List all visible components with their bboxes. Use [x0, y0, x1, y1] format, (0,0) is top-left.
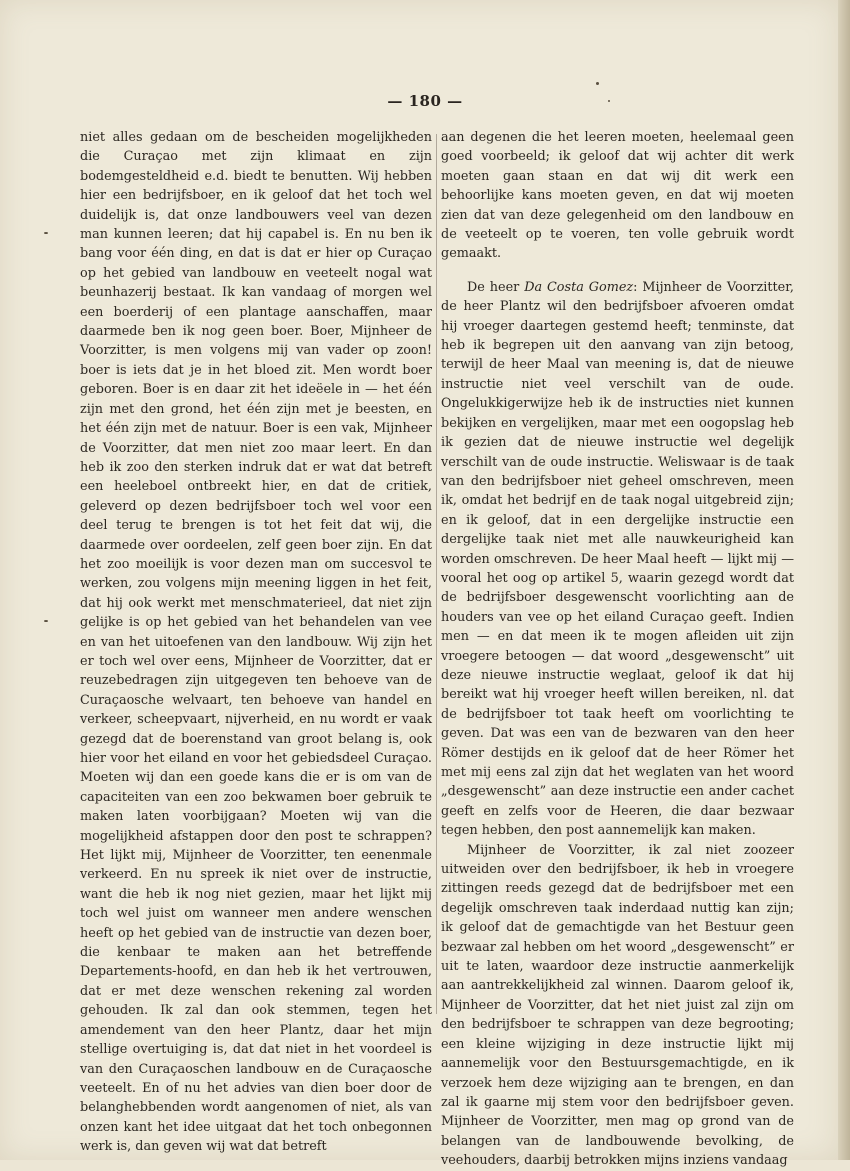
right-column	[441, 128, 794, 1171]
speaker-name: Da Costa Gomez	[524, 279, 634, 295]
page-edge	[838, 0, 850, 1160]
right-paragraph-2	[441, 278, 794, 841]
speech-text: : Mijnheer de Voorzitter, de heer Plantz wil den bedrijfsboer afvoeren omdat hij vroeger daartegen gestemd heeft; tenminste, dat heb ik begrepen uit den aanvang van zijn betoog, terwijl de heer Maal van meening is, dat de nieuwe instructie niet veel verschilt van de oude. Ongelukkigerwijze heb ik de instructies niet kunnen bekijken en vergelijken, maar met een oogopslag heb ik gezien dat de nieuwe instructie wel degelijk verschilt van de oude instructie. Weliswaar is de taak van den bedrijfsboer niet geheel omschreven, meen ik, omdat het bedrijf en de taak nogal uitgebreid zijn; en ik geloof, dat in een dergelijke instructie een dergelijke taak niet met alle nauwkeurigheid kan worden omschreven. De heer Maal heeft — lijkt mij — vooral het oog op artikel 5, waarin gezegd wordt dat de bedrijfsboer desgewenscht voorlichting aan de houders van vee op het eiland Curaçao geeft. Indien men — en dat meen ik te mogen afleiden uit zijn vroegere betoogen — dat woord „desgewenscht” uit deze nieuwe instructie weglaat, geloof ik dat hij bereikt wat hij vroeger heeft willen bereiken, nl. dat de bedrijfsboer tot taak heeft om voorlichting te geven. Dat was een van de bezwaren van den heer Römer destijds en ik geloof dat de heer Römer het met mij eens zal zijn dat het weglaten van het woord „desgewenscht” aan deze instructie een ander cachet geeft en zelfs voor de Heeren, die daar bezwaar tegen hebben, den post aannemelijk kan maken.	[441, 279, 794, 839]
right-paragraph-3: Mijnheer de Voorzitter, ik zal niet zoozeer uitweiden over den bedrijfsboer, ik heb in vroegere zittingen reeds gezegd dat de bedrijfsboer met een degelijk omschreven taak inderdaad nuttig kan zijn; ik geloof dat de gemachtigde van het Bestuur geen bezwaar zal hebben om het woord „desgewenscht” er uit te laten, waardoor deze instructie aanmerkelijk aan aantrekkelijkheid zal winnen. Daarom geloof ik, Mijnheer de Voorzitter, dat het niet juist zal zijn om den bedrijfsboer te schrappen van deze begrooting; een kleine wijziging in deze instructie lijkt mij aannemelijk voor den Bestuursgemachtigde, en ik verzoek hem deze wijziging aan te brengen, en dan zal ik gaarne mij stem voor den bedrijfsboer geven. Mijnheer de Voorzitter, men mag op grond van de belangen van de landbouwende bevolking, de veehouders, daarbij betrokken mijns inziens vandaag	[441, 842, 794, 1169]
paper-speck	[44, 232, 48, 234]
left-paragraph: niet alles gedaan om de bescheiden mogelijkheden die Curaçao met zijn klimaat en zijn bodemgesteldheid e.d. biedt te benutten. Wij hebben hier een bedrijfsboer, en ik geloof dat het toch wel duidelijk is, dat onze landbouwers veel van dezen man kunnen leeren; dat hij capabel is. En nu ben ik bang voor één ding, en dat is dat er hier op Curaçao op het gebied van landbouw en veeteelt nogal wat beunhazerij bestaat. Ik kan vandaag of morgen wel een boerderij of een plantage aanschaffen, maar daarmede ben ik nog geen boer. Boer, Mijnheer de Voorzitter, is men volgens mij van vader op zoon! boer is iets dat je in het bloed zit. Men wordt boer geboren. Boer is en daar zit het ideëele in — het één zijn met den grond, het één zijn met je beesten, en het één zijn met de natuur. Boer is een vak, Mijnheer de Voorzitter, dat men niet zoo maar leert. En dan heb ik zoo den sterken indruk dat er wat dat betreft een heeleboel ontbreekt hier, en dat de critiek, geleverd op dezen bedrijfsboer toch wel voor een deel terug te brengen is tot het feit dat wij, die daarmede over oordeelen, zelf geen boer zijn. En dat het zoo moeilijk is voor dezen man om succesvol te werken, zou volgens mijn meening liggen in het feit, dat hij ook werkt met menschmaterieel, dat niet zijn gelijke is op het gebied van het behandelen van vee en van het uitoefenen van den landbouw. Wij zijn het er toch wel over eens, Mijnheer de Voorzitter, dat er reuzebedragen zijn uitgegeven ten behoeve van de Curaçaosche welvaart, ten behoeve van handel en verkeer, scheepvaart, nijverheid, en nu wordt er vaak gezegd dat de boerenstand van groot belang is, ook hier voor het eiland en voor het gebiedsdeel Curaçao. Moeten wij dan een goede kans die er is om van de capaciteiten van een zoo bekwamen boer gebruik te maken laten voorbijgaan? Moeten wij van die mogelijkheid afstappen door den post te schrappen? Het lijkt mij, Mijnheer de Voorzitter, ten eenenmale verkeerd. En nu spreek ik niet over de instructie, want die heb ik nog niet gezien, maar het lijkt mij toch wel juist om wanneer men andere wenschen heeft op het gebied van de instructie van dezen boer, die kenbaar te maken aan het betreffende Departements-hoofd, en dan heb ik het vertrouwen, dat er met deze wenschen rekening zal worden gehouden. Ik zal dan ook stemmen, tegen het amendement van den heer Plantz, daar het mijn stellige overtuiging is, dat dat niet in het voordeel is van den Curaçaoschen landbouw en de Curaçaosche veeteelt. En of nu het advies van dien boer door de belanghebbenden wordt aangenomen of niet, als van onzen kant het idee uitgaat dat het toch onbegonnen werk is, dan geven wij wat dat betreft	[80, 130, 432, 1155]
paper-speck	[608, 100, 610, 102]
paper-speck	[596, 82, 599, 85]
speaker-prefix: De heer	[467, 279, 525, 295]
column-divider	[436, 134, 437, 1014]
right-paragraph-1: aan degenen die het leeren moeten, heelemaal geen goed voorbeeld; ik geloof dat wij achter dit werk moeten gaan staan en dat wij dit werk een behoorlijke kans moeten geven, en dat wij moeten zien dat van deze gelegenheid om den landbouw en de veeteelt op te voeren, ten volle gebruik wordt gemaakt.	[441, 130, 794, 262]
page-number: — 180 —	[387, 92, 463, 110]
left-column	[80, 128, 432, 1157]
paper-speck	[44, 620, 48, 622]
